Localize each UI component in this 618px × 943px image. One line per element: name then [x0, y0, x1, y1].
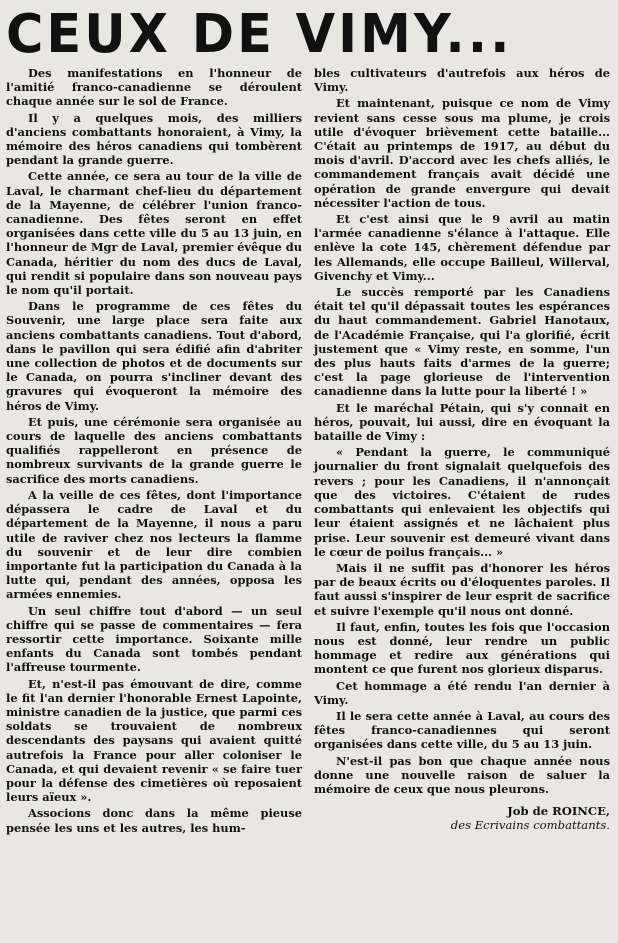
article-headline: CEUX DE VIMY... [6, 4, 513, 66]
paragraph: Dans le programme de ces fêtes du Souvenir, une large place sera faite aux anciens combattants canadiens. Tout d'abord, dans le pavillon qui sera édifié afin d'abriter une collection de photos et de documents sur le Canada, on pourra s'incliner devant des gravures qui évoqueront la mémoire des héros de Vimy. [6, 299, 302, 413]
author-affiliation: des Ecrivains combattants. [450, 818, 610, 833]
paragraph: Le succès remporté par les Canadiens était tel qu'il dépassait toutes les espérances du haut commandement. Gabriel Hanotaux, de l'Académie Française, qui l'a glorifié, écrit justement que « Vimy reste, en somme, l'un des plus hauts faits d'armes de la guerre; c'est la page glorieuse de l'intervention canadienne dans la lutte pour la liberté ! » [314, 285, 610, 399]
paragraph-continued: bles cultivateurs d'autrefois aux héros de Vimy. [314, 66, 610, 95]
paragraph: Des manifestations en l'honneur de l'amitié franco-canadienne se déroulent chaque année sur le sol de France. [6, 66, 302, 109]
paragraph: Associons donc dans la même pieuse pensée les uns et les autres, les hum- [6, 806, 302, 835]
column-left [6, 66, 302, 835]
article-body [6, 66, 614, 835]
paragraph: N'est-il pas bon que chaque année nous donne une nouvelle raison de saluer la mémoire de ceux que nous pleurons. [314, 753, 610, 796]
author-name: Job de ROINCE, [507, 804, 610, 819]
paragraph: Il y a quelques mois, des milliers d'anciens combattants honoraient, à Vimy, la mémoire des héros canadiens qui tombèrent pendant la grande guerre. [6, 110, 302, 168]
paragraph: Un seul chiffre tout d'abord — un seul chiffre qui se passe de commentaires — fera ressortir cette importance. Soixante mille enfants du Canada sont tombés pendant l'affreuse tourmente. [6, 603, 302, 675]
paragraph: Il le sera cette année à Laval, au cours des fêtes franco-canadiennes qui seront organisées dans cette ville, du 5 au 13 juin. [314, 708, 610, 752]
paragraph: Et le maréchal Pétain, qui s'y connait en héros, pouvait, lui aussi, dire en évoquant la bataille de Vimy : [314, 400, 610, 444]
quote-paragraph: « Pendant la guerre, le communiqué journalier du front signalait quelquefois des revers ; pour les Canadiens, il n'annonçait que des victoires. C'étaient de rudes combattants qui enlevaient les objectifs qui leur étaient assignés et ne lâchaient plus prise. Leur souvenir est demeuré vivant dans le cœur de poilus français... » [314, 445, 610, 559]
column-right [314, 66, 610, 835]
paragraph: Il faut, enfin, toutes les fois que l'occasion nous est donné, leur rendre un public hommage et redire aux générations qui montent ce que furent nos glorieux disparus. [314, 619, 610, 677]
paragraph: Cet hommage a été rendu l'an dernier à Vimy. [314, 678, 610, 707]
signature [314, 804, 610, 832]
paragraph: Cette année, ce sera au tour de la ville de Laval, le charmant chef-lieu du département de la Mayenne, de célébrer l'union franco-canadienne. Des fêtes seront en effet organisées dans cette ville du 5 au 13 juin, en l'honneur de Mgr de Laval, premier évêque du Canada, héritier du nom des ducs de Laval, qui rendit si populaire dans son nouveau pays le nom qu'il portait. [6, 169, 302, 298]
paragraph: A la veille de ces fêtes, dont l'importance dépassera le cadre de Laval et du département de la Mayenne, il nous a paru utile de raviver chez nos lecteurs la flamme du souvenir et de leur dire combien importante fut la participation du Canada à la lutte qui, pendant des années, opposa les armées ennemies. [6, 487, 302, 602]
paragraph: Et maintenant, puisque ce nom de Vimy revient sans cesse sous ma plume, je crois utile d'évoquer brièvement cette bataille... C'était au printemps de 1917, au début du mois d'avril. D'accord avec les chefs alliés, le commandement français avait décidé une opération de grande envergure qui devait nécessiter l'action de tous. [314, 96, 610, 210]
paragraph: Mais il ne suffit pas d'honorer les héros par de beaux écrits ou d'éloquentes paroles. Il faut aussi s'inspirer de leur esprit de sacrifice et suivre l'exemple qu'il nous ont donné. [314, 560, 610, 618]
paragraph: Et puis, une cérémonie sera organisée au cours de laquelle des anciens combattants qualifiés rappelleront en présence de nombreux survivants de la grande guerre le sacrifice des morts canadiens. [6, 414, 302, 486]
paragraph: Et, n'est-il pas émouvant de dire, comme le fit l'an dernier l'honorable Ernest Lapointe, ministre canadien de la justice, que parmi ces soldats se trouvaient de nombreux descendants des paysans qui avaient quitté autrefois la France pour aller coloniser le Canada, et qui devaient revenir « se faire tuer pour la défense des cimetières où reposaient leurs aïeux ». [6, 676, 302, 805]
paragraph: Et c'est ainsi que le 9 avril au matin l'armée canadienne s'élance à l'attaque. Elle enlève la cote 145, chèrement défendue par les Allemands, elle occupe Bailleul, Willerval, Givenchy et Vimy... [314, 212, 610, 283]
